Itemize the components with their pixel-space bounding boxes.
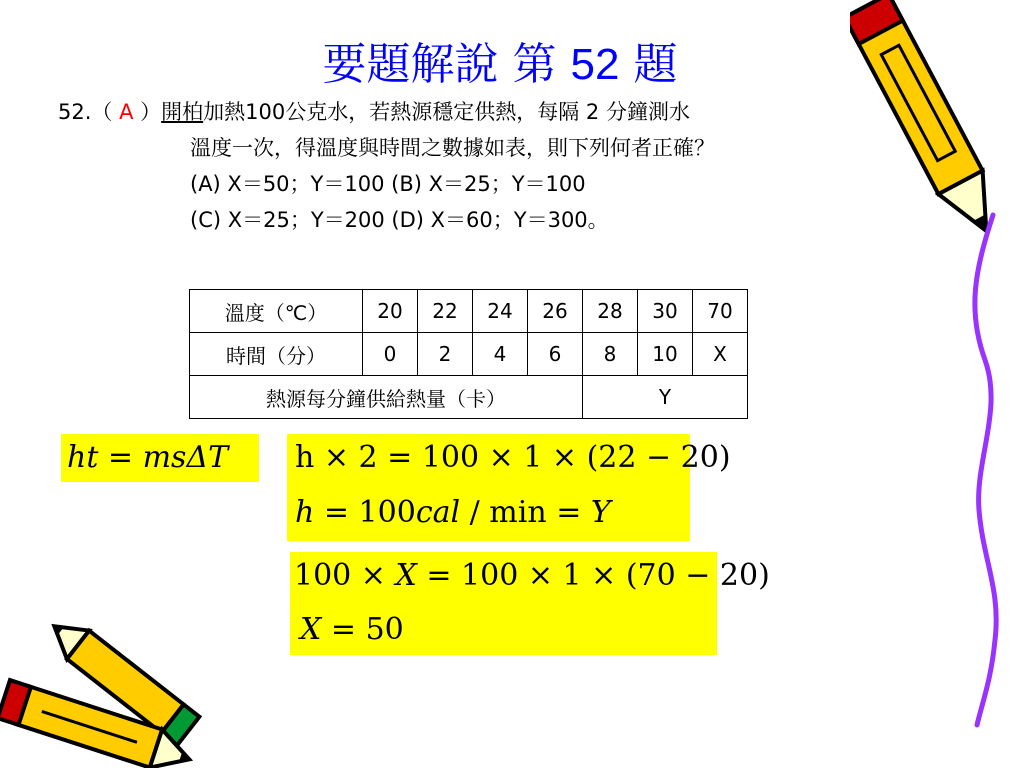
table-cell: 30 (638, 290, 693, 333)
formula-rate-line-2 (295, 495, 611, 530)
formula-term: h (295, 495, 315, 530)
table-cell: 2 (418, 333, 473, 376)
formula-x-line-2 (300, 612, 404, 647)
table-cell: 6 (528, 333, 583, 376)
formula-box-rate (287, 434, 731, 541)
table-cell: 溫度（℃） (190, 290, 363, 333)
table-cell: 4 (473, 333, 528, 376)
formula-term: X (300, 612, 322, 647)
paren-close: ） (140, 100, 162, 124)
table-cell: 8 (583, 333, 638, 376)
answer-letter: A (119, 100, 134, 124)
formula-term: 100 × (294, 558, 396, 593)
question-text-1: 加熱100公克水，若熱源穩定供熱，每隔 2 分鐘測水 (203, 100, 690, 124)
data-table (189, 289, 748, 419)
table-cell: 70 (693, 290, 748, 333)
options-line-cd: (C) X＝25；Y＝200 (D) X＝60；Y＝300。 (190, 208, 609, 232)
table-cell: 22 (418, 290, 473, 333)
title-suffix: 題 (633, 39, 678, 90)
formula-box-x (290, 552, 770, 655)
table-cell: 24 (473, 290, 528, 333)
table-cell: 20 (363, 290, 418, 333)
pencils-icon (0, 615, 210, 768)
formula-term: ΔT (186, 440, 229, 475)
table-cell: X (693, 333, 748, 376)
formula-term: = (98, 440, 143, 475)
table-row (190, 333, 748, 376)
formula-heat (67, 440, 228, 475)
table-row (190, 376, 748, 419)
formula-box-heat (61, 434, 259, 482)
question-line-2: 溫度一次，得溫度與時間之數據如表，則下列何者正確？ (190, 136, 715, 160)
paren-open: （ (91, 100, 113, 124)
table-cell: 0 (363, 333, 418, 376)
formula-term: X (395, 558, 417, 593)
question-line-1 (58, 94, 690, 130)
table-cell: 熱源每分鐘供給熱量（卡） (190, 376, 583, 419)
formula-rate-line-1: h × 2 = 100 × 1 × (22 − 20) (295, 440, 731, 475)
title-number: 52 (570, 40, 620, 89)
formula-term: = 100 × 1 × (70 − 20) (416, 558, 770, 593)
options-line-ab: (A) X＝50；Y＝100 (B) X＝25；Y＝100 (190, 172, 586, 196)
formula-x-line-1 (294, 558, 770, 593)
table-cell: 28 (583, 290, 638, 333)
formula-term: ms (142, 440, 187, 475)
student-name: 開柏 (161, 100, 204, 124)
table-row (190, 290, 748, 333)
question-number: 52. (58, 100, 92, 124)
formula-term: Y (590, 495, 611, 530)
table-cell: Y (583, 376, 748, 419)
formula-term: = 100 (314, 495, 416, 530)
table-cell: 10 (638, 333, 693, 376)
formula-term: cal (415, 495, 461, 530)
squiggle-decoration (955, 210, 1015, 730)
formula-term: = 50 (321, 612, 404, 647)
formula-term: / min = (460, 495, 591, 530)
table-cell: 時間（分） (190, 333, 363, 376)
formula-term: ht (67, 440, 99, 475)
table-cell: 26 (528, 290, 583, 333)
title-text: 要題解說 第 (322, 39, 557, 90)
